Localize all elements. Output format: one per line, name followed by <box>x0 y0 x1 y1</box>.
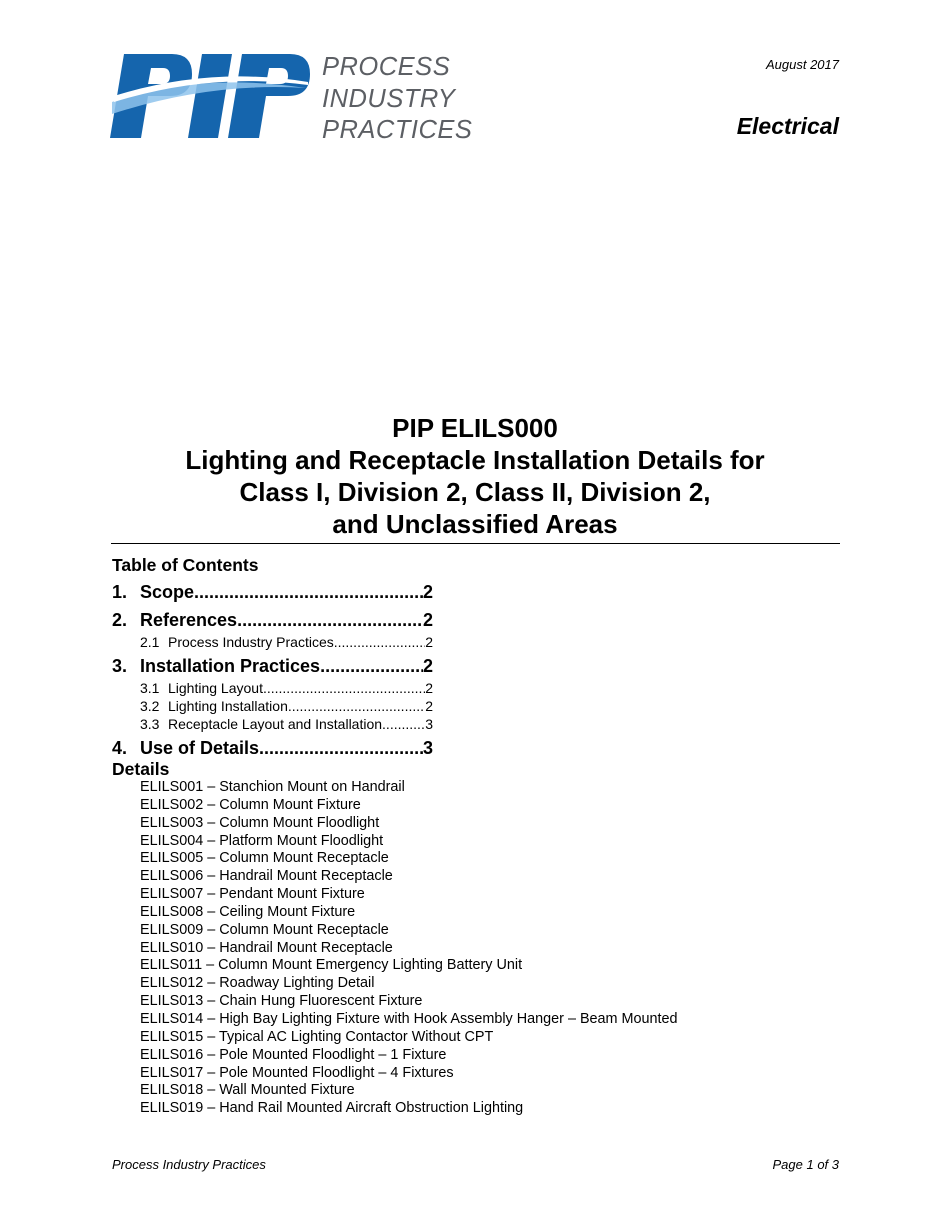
dot-leader <box>288 697 425 715</box>
pip-logo <box>110 52 490 142</box>
detail-item[interactable]: ELILS012 – Roadway Lighting Detail <box>140 975 375 992</box>
detail-item[interactable]: ELILS013 – Chain Hung Fluorescent Fixture <box>140 993 423 1010</box>
toc-subentry-receptacle-layout[interactable] <box>140 715 433 733</box>
detail-item[interactable]: ELILS019 – Hand Rail Mounted Aircraft Obstruction Lighting <box>140 1100 524 1117</box>
toc-subentry-lighting-layout[interactable] <box>140 679 433 697</box>
toc-entry-page: 2 <box>425 634 433 650</box>
logo-word: PROCESS <box>322 53 451 81</box>
detail-item[interactable]: ELILS005 – Column Mount Receptacle <box>140 850 389 867</box>
toc-entry-page: 3 <box>422 738 433 758</box>
detail-item[interactable]: ELILS003 – Column Mount Floodlight <box>140 814 380 831</box>
dot-leader <box>334 633 425 651</box>
toc-entry-label: Lighting Layout <box>168 680 263 696</box>
document-date: August 2017 <box>765 57 839 72</box>
table-of-contents <box>112 553 678 1118</box>
detail-item[interactable]: ELILS017 – Pole Mounted Floodlight – 4 Fixtures <box>140 1064 454 1081</box>
toc-entry-label: Process Industry Practices <box>168 634 334 650</box>
toc-entry-page: 2 <box>422 656 433 676</box>
toc-entry-number: 2. <box>112 610 128 630</box>
dot-leader <box>382 715 425 733</box>
dot-leader <box>263 679 425 697</box>
toc-entry-page: 2 <box>422 582 433 602</box>
section-label: Electrical <box>736 113 839 139</box>
details-heading: Details <box>112 759 170 779</box>
pip-logo-mark-icon <box>110 52 310 142</box>
detail-item[interactable]: ELILS016 – Pole Mounted Floodlight – 1 Fixture <box>140 1046 447 1063</box>
toc-entry-page: 2 <box>425 698 433 714</box>
toc-entry-page: 2 <box>422 610 433 630</box>
dot-leader <box>194 579 423 605</box>
toc-entry-installation-practices[interactable] <box>112 653 433 679</box>
toc-heading: Table of Contents <box>112 555 259 575</box>
toc-subentry-lighting-installation[interactable] <box>140 697 433 715</box>
toc-entry-scope[interactable] <box>112 579 433 605</box>
toc-entry-label: Receptacle Layout and Installation <box>168 716 383 732</box>
detail-item[interactable]: ELILS007 – Pendant Mount Fixture <box>140 886 365 903</box>
detail-item[interactable]: ELILS018 – Wall Mounted Fixture <box>140 1082 355 1099</box>
footer-organization: Process Industry Practices <box>112 1157 266 1172</box>
toc-entry-page: 3 <box>425 716 433 732</box>
detail-item[interactable]: ELILS001 – Stanchion Mount on Handrail <box>140 779 405 795</box>
detail-item[interactable]: ELILS006 – Handrail Mount Receptacle <box>140 868 393 885</box>
logo-word: PRACTICES <box>322 116 473 144</box>
toc-entry-number: 3.3 <box>140 716 160 732</box>
dot-leader <box>320 653 423 679</box>
toc-entry-label: Lighting Installation <box>168 698 288 714</box>
toc-entry-number: 4. <box>112 738 128 758</box>
title-line: and Unclassified Areas <box>332 509 618 539</box>
toc-entry-number: 3. <box>112 656 128 676</box>
detail-item[interactable]: ELILS004 – Platform Mount Floodlight <box>140 832 384 849</box>
dot-leader <box>259 735 423 761</box>
details-list <box>140 779 678 1118</box>
toc-entry-number: 2.1 <box>140 634 160 650</box>
toc-entry-label: References <box>140 610 238 630</box>
detail-item[interactable]: ELILS009 – Column Mount Receptacle <box>140 921 389 938</box>
document-title <box>0 412 950 540</box>
detail-item[interactable]: ELILS011 – Column Mount Emergency Lighting Battery Unit <box>140 957 523 974</box>
toc-entry-label: Installation Practices <box>140 656 321 676</box>
toc-entry-label: Use of Details <box>140 738 260 758</box>
logo-wordmark <box>322 52 472 147</box>
dot-leader <box>237 607 423 633</box>
detail-item[interactable]: ELILS002 – Column Mount Fixture <box>140 796 361 813</box>
toc-entry-page: 2 <box>425 680 433 696</box>
footer-page-number: Page 1 of 3 <box>772 1157 839 1172</box>
toc-entry-number: 3.2 <box>140 698 160 714</box>
toc-entry-number: 1. <box>112 582 128 602</box>
toc-entry-references[interactable] <box>112 607 433 633</box>
toc-entry-number: 3.1 <box>140 680 160 696</box>
detail-item[interactable]: ELILS014 – High Bay Lighting Fixture with Hook Assembly Hanger – Beam Mounted <box>140 1010 678 1027</box>
title-line: Lighting and Receptacle Installation Details for <box>185 445 765 475</box>
title-divider <box>111 543 840 544</box>
logo-word: INDUSTRY <box>322 84 456 113</box>
toc-subentry-process-industry-practices[interactable] <box>140 633 433 651</box>
detail-item[interactable]: ELILS008 – Ceiling Mount Fixture <box>140 903 356 920</box>
detail-item[interactable]: ELILS015 – Typical AC Lighting Contactor Without CPT <box>140 1028 494 1045</box>
title-line: Class I, Division 2, Class II, Division 2, <box>239 477 711 507</box>
detail-item[interactable]: ELILS010 – Handrail Mount Receptacle <box>140 939 393 956</box>
title-line: PIP ELILS000 <box>392 413 558 443</box>
toc-entry-use-of-details[interactable] <box>112 735 433 761</box>
toc-entry-label: Scope <box>140 582 195 602</box>
